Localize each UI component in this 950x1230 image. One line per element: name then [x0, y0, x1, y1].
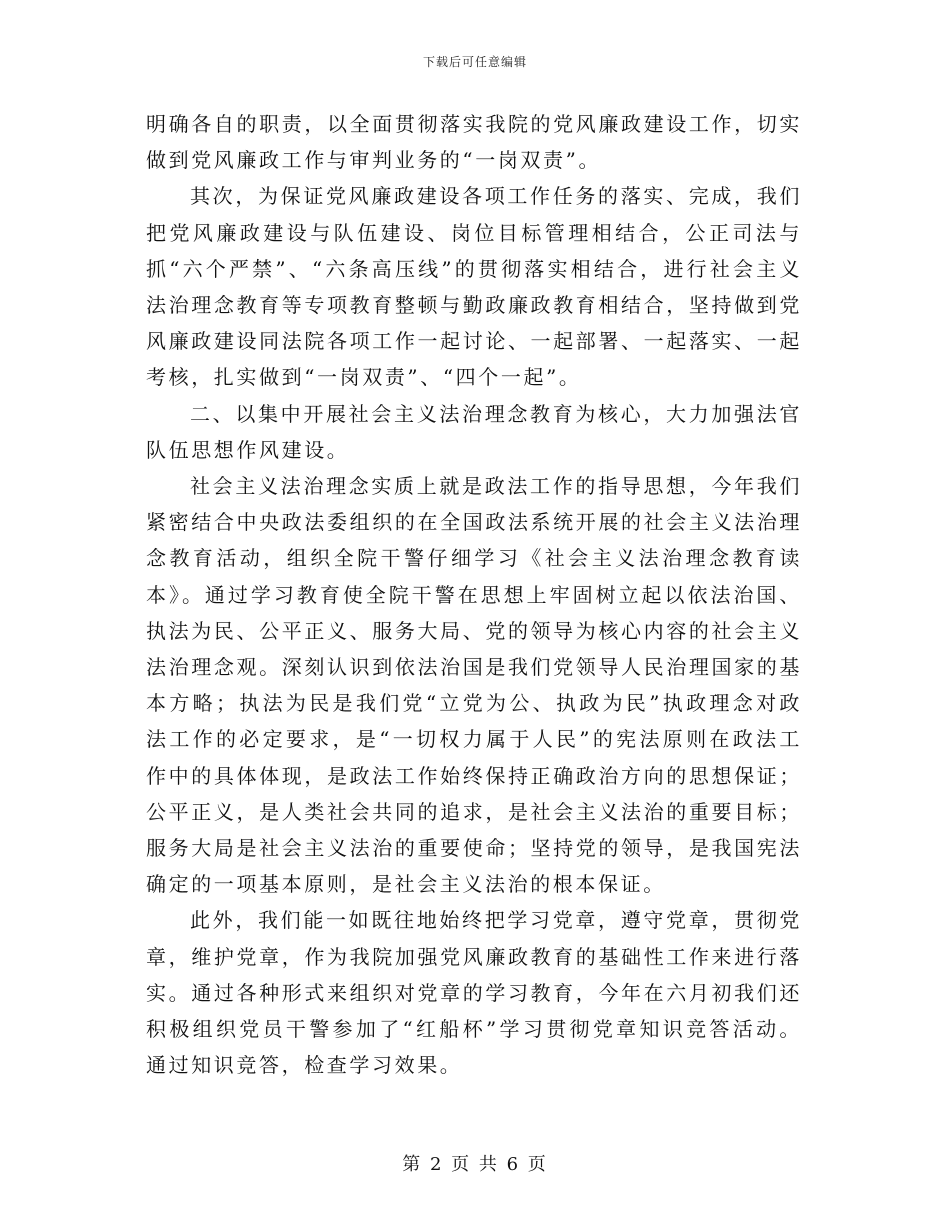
document-body	[146, 106, 802, 1083]
paragraph: 此外，我们能一如既往地始终把学习党章，遵守党章，贯彻党章，维护党章，作为我院加强党风廉政教育的基础性工作来进行落实。通过各种形式来组织对党章的学习教育，今年在六月初我们还积极组织党员干警参加了“红船杯”学习贯彻党章知识竞答活动。通过知识竞答，检查学习效果。	[146, 908, 802, 1078]
paragraph-continued: 明确各自的职责，以全面贯彻落实我院的党风廉政建设工作，切实做到党风廉政工作与审判业务的“一岗双责”。	[146, 112, 802, 173]
section-heading-paragraph: 二、以集中开展社会主义法治理念教育为核心，大力加强法官队伍思想作风建设。	[146, 401, 802, 462]
paragraph: 其次，为保证党风廉政建设各项工作任务的落实、完成，我们把党风廉政建设与队伍建设、岗位目标管理相结合，公正司法与抓“六个严禁”、“六条高压线”的贯彻落实相结合，进行社会主义法治理念教育等专项教育整顿与勤政廉政教育相结合，坚持做到党风廉政建设同法院各项工作一起讨论、一起部署、一起落实、一起考核，扎实做到“一岗双责”、“四个一起”。	[146, 184, 802, 390]
header-note: 下载后可任意编辑	[422, 55, 527, 69]
paragraph: 社会主义法治理念实质上就是政法工作的指导思想，今年我们紧密结合中央政法委组织的在全国政法系统开展的社会主义法治理念教育活动，组织全院干警仔细学习《社会主义法治理念教育读本》。通过学习教育使全院干警在思想上牢固树立起以依法治国、执法为民、公平正义、服务大局、党的领导为核心内容的社会主义法治理念观。深刻认识到依法治国是我们党领导人民治理国家的基本方略；执法为民是我们党“立党为公、执政为民”执政理念对政法工作的必定要求，是“一切权力属于人民”的宪法原则在政法工作中的具体体现，是政法工作始终保持正确政治方向的思想保证；公平正义，是人类社会共同的追求，是社会主义法治的重要目标；服务大局是社会主义法治的重要使命；坚持党的领导，是我国宪法确定的一项基本原则，是社会主义法治的根本保证。	[146, 474, 802, 897]
page-number: 第 2 页 共 6 页	[402, 1154, 548, 1175]
